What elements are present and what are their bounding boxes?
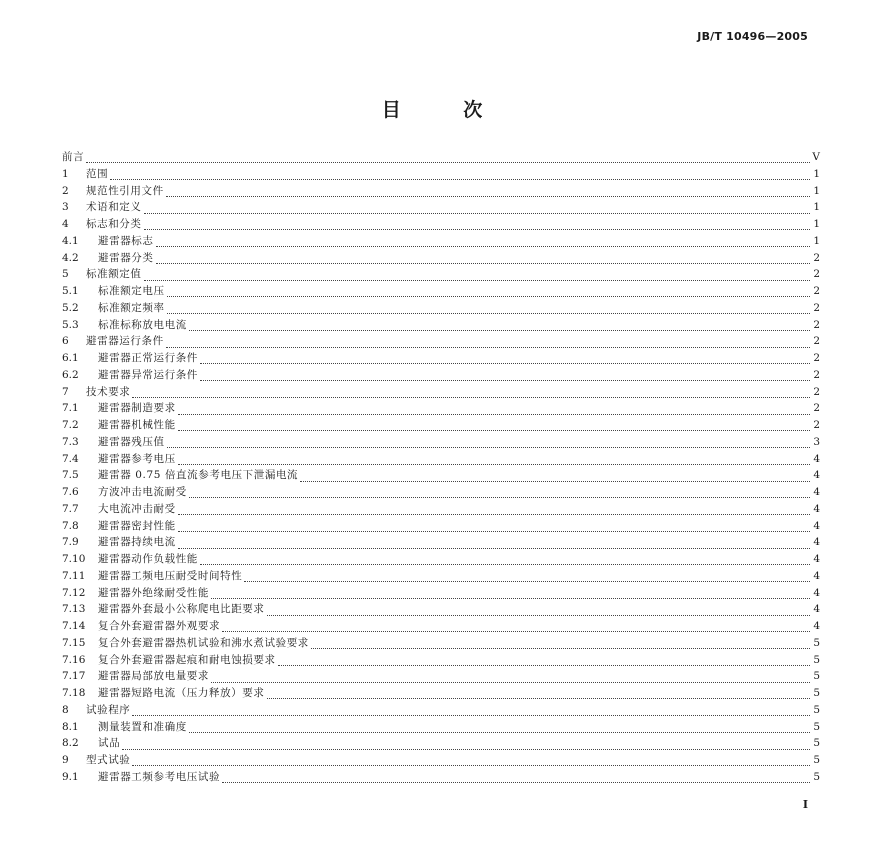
- toc-entry: [62, 484, 820, 501]
- toc-entry-title: 避雷器标志: [98, 234, 154, 247]
- toc-entry: [62, 501, 820, 518]
- page-title: 目 次: [381, 99, 511, 121]
- toc-entry-page: 1: [813, 201, 820, 214]
- standard-code: JB/T 10496—2005: [697, 30, 808, 43]
- toc-entry-number: 5.1: [62, 285, 79, 297]
- toc-entry: [62, 333, 820, 350]
- toc-entry-title: 标准额定电压: [98, 285, 165, 297]
- toc-entry-page: 4: [813, 536, 820, 549]
- toc-entry-title: 避雷器分类: [98, 251, 154, 264]
- toc-dot-leader: [166, 187, 810, 197]
- toc-dot-leader: [189, 723, 810, 733]
- toc-entry: [62, 635, 820, 652]
- toc-entry: [62, 735, 820, 752]
- toc-entry-title: 试验程序: [86, 703, 131, 716]
- toc-entry-page: 4: [813, 469, 820, 482]
- toc-entry-page: 4: [813, 603, 820, 616]
- toc-entry-page: 2: [813, 402, 820, 415]
- toc-entry-number: 7.17: [62, 670, 86, 683]
- toc-entry-title: 避雷器正常运行条件: [98, 352, 198, 364]
- toc-dot-leader: [156, 254, 811, 264]
- toc-entry-title: 规范性引用文件: [86, 184, 164, 197]
- toc-dot-leader: [178, 455, 810, 465]
- toc-dot-leader: [222, 773, 810, 783]
- toc-entry-page: 4: [813, 519, 820, 532]
- toc-entry-page: 4: [813, 553, 820, 565]
- toc-entry-number: 7.7: [62, 502, 79, 515]
- toc-entry: [62, 568, 820, 585]
- toc-entry-title: 术语和定义: [86, 201, 142, 214]
- toc-entry-title: 复合外套避雷器热机试验和沸水煮试验要求: [98, 636, 309, 649]
- toc-entry-number: 7.18: [62, 687, 86, 699]
- toc-entry-number: 2: [62, 184, 69, 197]
- toc-entry-number: 9: [62, 754, 69, 766]
- toc-entry-page: 2: [813, 419, 820, 431]
- toc-entry: [62, 685, 820, 702]
- toc-dot-leader: [144, 271, 811, 281]
- toc-entry: [62, 149, 820, 166]
- toc-entry-page: 5: [813, 636, 820, 649]
- toc-entry-number: 6: [62, 335, 69, 348]
- toc-entry: [62, 417, 820, 434]
- toc-entry-number: 4: [62, 218, 69, 230]
- toc-entry-number: 7.2: [62, 419, 79, 431]
- toc-entry-page: 1: [813, 184, 820, 197]
- toc-entry-number: 7.5: [62, 469, 79, 482]
- toc-entry: [62, 233, 820, 250]
- toc-entry-page: 2: [813, 352, 820, 364]
- toc-entry-number: 1: [62, 167, 69, 180]
- toc-entry: [62, 367, 820, 384]
- toc-entry-number: 5.3: [62, 318, 79, 331]
- toc-dot-leader: [189, 488, 810, 498]
- toc-entry-title: 避雷器运行条件: [86, 335, 164, 348]
- toc-entry-page: 2: [813, 251, 820, 264]
- toc-dot-leader: [144, 220, 811, 230]
- toc-entry: [62, 534, 820, 551]
- toc-dot-leader: [144, 204, 811, 214]
- toc-entry-title: 避雷器动作负载性能: [98, 553, 198, 565]
- toc-entry-number: 7.6: [62, 486, 79, 498]
- toc-entry-page: 4: [813, 502, 820, 515]
- toc-entry-number: 3: [62, 201, 69, 214]
- toc-dot-leader: [267, 606, 811, 616]
- toc-entry-title: 大电流冲击耐受: [98, 502, 176, 515]
- toc-dot-leader: [132, 706, 810, 716]
- toc-entry-title: 方波冲击电流耐受: [98, 486, 187, 498]
- toc-entry-page: 5: [813, 754, 820, 766]
- toc-entry-page: 1: [813, 218, 820, 230]
- toc-entry-page: 1: [813, 167, 820, 180]
- toc-entry-page: 5: [813, 737, 820, 750]
- toc-entry: [62, 400, 820, 417]
- toc-entry-title: 避雷器 0.75 倍直流参考电压下泄漏电流: [98, 469, 299, 482]
- toc-entry-title: 试品: [98, 737, 121, 750]
- toc-entry: [62, 300, 820, 317]
- toc-entry-number: 8.2: [62, 737, 79, 750]
- toc-entry-number: 7: [62, 385, 69, 398]
- toc-entry-title: 标准标称放电电流: [98, 318, 187, 331]
- toc-entry: [62, 719, 820, 736]
- toc-dot-leader: [132, 388, 810, 398]
- toc-entry-title: 标准额定频率: [98, 301, 165, 314]
- toc-entry-title: 避雷器外套最小公称爬电比距要求: [98, 603, 265, 616]
- toc-dot-leader: [178, 539, 810, 549]
- toc-entry-number: 7.15: [62, 636, 86, 649]
- toc-entry: [62, 266, 820, 283]
- toc-dot-leader: [167, 304, 810, 314]
- toc-entry-title: 前言: [62, 151, 85, 163]
- toc-entry-number: 5.2: [62, 301, 79, 314]
- toc-entry-page: 5: [813, 687, 820, 699]
- toc-dot-leader: [267, 689, 811, 699]
- toc-entry-title: 标志和分类: [86, 218, 142, 230]
- toc-entry-page: 5: [813, 770, 820, 783]
- toc-entry: [62, 668, 820, 685]
- toc-entry-page: 2: [813, 318, 820, 331]
- toc-entry-title: 复合外套避雷器外观要求: [98, 620, 221, 632]
- toc-dot-leader: [178, 421, 810, 431]
- toc-entry-page: 4: [813, 569, 820, 582]
- toc-dot-leader: [244, 572, 810, 582]
- toc-entry: [62, 250, 820, 267]
- toc-entry-number: 6.1: [62, 352, 79, 364]
- toc-dot-leader: [211, 589, 810, 599]
- toc-dot-leader: [211, 673, 810, 683]
- toc-entry-page: 2: [813, 268, 820, 281]
- toc-entry-page: 2: [813, 301, 820, 314]
- toc-entry-number: 7.4: [62, 452, 79, 465]
- toc-dot-leader: [200, 555, 810, 565]
- toc-entry-number: 7.8: [62, 519, 79, 532]
- toc-entry: [62, 702, 820, 719]
- toc-entry-number: 5: [62, 268, 69, 281]
- toc-entry-title: 避雷器工频参考电压试验: [98, 770, 221, 783]
- toc-entry-page: 5: [813, 670, 820, 683]
- toc-dot-leader: [222, 622, 810, 632]
- toc-dot-leader: [200, 371, 810, 381]
- toc-entry-page: 4: [813, 586, 820, 599]
- toc-dot-leader: [189, 321, 810, 331]
- toc-entry-title: 避雷器外绝缘耐受性能: [98, 586, 209, 599]
- toc-entry: [62, 350, 820, 367]
- toc-entry: [62, 467, 820, 484]
- toc-entry-title: 标准额定值: [86, 268, 142, 281]
- toc-dot-leader: [178, 522, 810, 532]
- toc-entry-title: 避雷器持续电流: [98, 536, 176, 549]
- toc-entry: [62, 283, 820, 300]
- toc-entry: [62, 216, 820, 233]
- toc-entry-page: 4: [813, 486, 820, 498]
- toc-entry-number: 7.10: [62, 553, 86, 565]
- toc-entry-title: 避雷器密封性能: [98, 519, 176, 532]
- toc-entry-page: 3: [813, 435, 820, 448]
- toc-dot-leader: [156, 237, 811, 247]
- toc-entry-number: 7.12: [62, 586, 86, 599]
- toc-entry-title: 避雷器局部放电量要求: [98, 670, 209, 683]
- page-number: I: [802, 798, 808, 811]
- toc-entry-number: 7.13: [62, 603, 86, 616]
- toc-entry-number: 9.1: [62, 770, 79, 783]
- toc-entry: [62, 166, 820, 183]
- toc-dot-leader: [166, 338, 810, 348]
- toc-entry: [62, 601, 820, 618]
- toc-entry-title: 复合外套避雷器起痕和耐电蚀损要求: [98, 653, 276, 666]
- toc-entry-title: 避雷器短路电流（压力释放）要求: [98, 687, 265, 699]
- toc-entry: [62, 317, 820, 334]
- toc-entry-page: 2: [813, 385, 820, 398]
- toc-entry: [62, 199, 820, 216]
- toc-entry-number: 7.1: [62, 402, 79, 415]
- toc-entry-title: 技术要求: [86, 385, 131, 398]
- toc-entry-page: 5: [813, 720, 820, 733]
- toc-entry-page: 5: [813, 653, 820, 666]
- toc-entry-number: 7.9: [62, 536, 79, 549]
- toc-entry: [62, 434, 820, 451]
- toc-entry: [62, 652, 820, 669]
- toc-entry-title: 避雷器异常运行条件: [98, 368, 198, 381]
- toc-entry: [62, 752, 820, 769]
- toc-dot-leader: [132, 756, 810, 766]
- toc-dot-leader: [278, 656, 810, 666]
- toc-entry-page: 4: [813, 620, 820, 632]
- toc-dot-leader: [86, 153, 810, 163]
- toc-entry: [62, 769, 820, 786]
- toc-dot-leader: [311, 639, 810, 649]
- toc-entry-page: 2: [813, 285, 820, 297]
- toc-entry-page: 2: [813, 368, 820, 381]
- toc-entry: [62, 451, 820, 468]
- toc-entry-title: 避雷器参考电压: [98, 452, 176, 465]
- toc-entry-number: 6.2: [62, 368, 79, 381]
- toc-entry-number: 7.14: [62, 620, 86, 632]
- toc-entry-number: 7.3: [62, 435, 79, 448]
- toc-dot-leader: [167, 287, 810, 297]
- toc-entry-number: 8.1: [62, 720, 79, 733]
- toc-entry: [62, 551, 820, 568]
- toc-entry-title: 避雷器残压值: [98, 435, 165, 448]
- toc-dot-leader: [122, 740, 810, 750]
- toc-entry: [62, 183, 820, 200]
- toc-entry: [62, 384, 820, 401]
- toc-dot-leader: [167, 438, 810, 448]
- toc-entry-title: 型式试验: [86, 754, 131, 766]
- toc-entry-page: V: [812, 151, 820, 163]
- toc-entry: [62, 618, 820, 635]
- toc-entry-page: 2: [813, 335, 820, 348]
- toc-dot-leader: [178, 405, 810, 415]
- toc-entry-number: 7.11: [62, 569, 86, 582]
- toc-entry-page: 1: [813, 234, 820, 247]
- toc-entry: [62, 585, 820, 602]
- toc-entry: [62, 518, 820, 535]
- toc-entry-title: 范围: [86, 167, 109, 180]
- toc-entry-page: 5: [813, 703, 820, 716]
- toc-dot-leader: [178, 505, 810, 515]
- toc-entry-title: 避雷器机械性能: [98, 419, 176, 431]
- toc-dot-leader: [300, 472, 810, 482]
- toc-entry-number: 7.16: [62, 653, 86, 666]
- toc-entry-title: 测量装置和准确度: [98, 720, 187, 733]
- toc-dot-leader: [110, 170, 810, 180]
- toc-entry-number: 4.1: [62, 234, 79, 247]
- toc-entry-title: 避雷器制造要求: [98, 402, 176, 415]
- table-of-contents: [62, 149, 820, 786]
- toc-entry-page: 4: [813, 452, 820, 465]
- toc-entry-number: 8: [62, 703, 69, 716]
- toc-entry-number: 4.2: [62, 251, 79, 264]
- toc-entry-title: 避雷器工频电压耐受时间特性: [98, 569, 243, 582]
- toc-dot-leader: [200, 354, 810, 364]
